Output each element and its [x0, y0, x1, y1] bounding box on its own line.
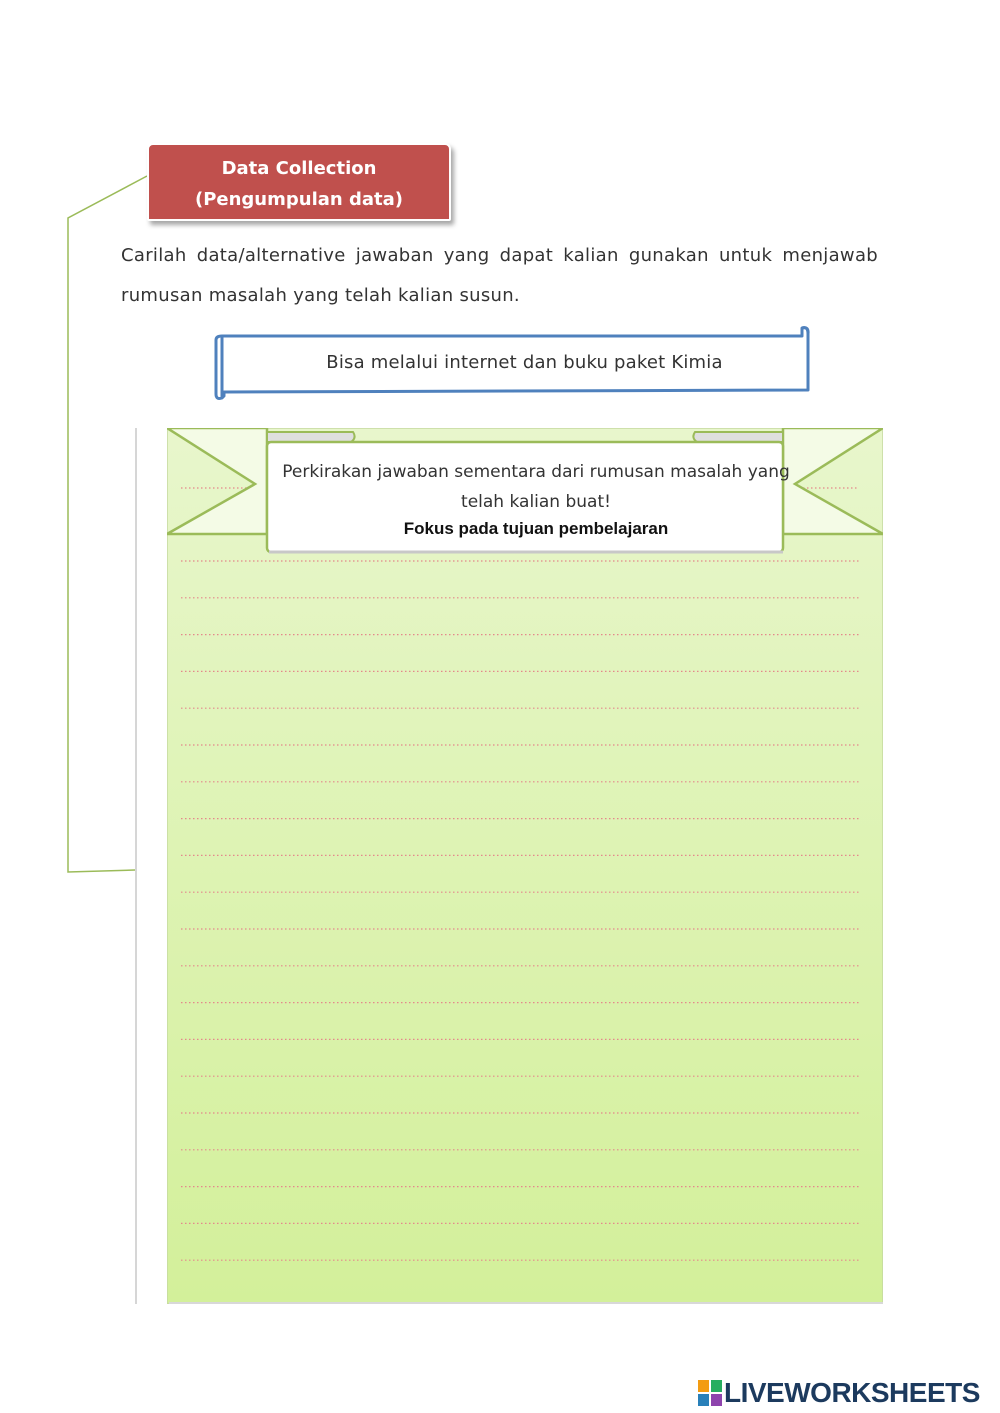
brand-logo[interactable] — [698, 1378, 980, 1408]
answer-area — [167, 428, 883, 1304]
brand-name: LIVEWORKSHEETS — [724, 1377, 980, 1408]
brand-icon — [698, 1380, 722, 1406]
ribbon-fold-right — [693, 432, 783, 442]
banner-prompt: Perkirakan jawaban sementara dari rumusan masalah yang telah kalian buat! — [282, 462, 790, 512]
section-header-title: Data Collection — [221, 158, 377, 179]
ribbon-fold-left — [267, 432, 355, 442]
instruction-text: Carilah data/alternative jawaban yang dapat kalian gunakan untuk menjawab rumusan masalah yang telah kalian susun. — [121, 245, 878, 306]
section-header — [147, 143, 451, 221]
banner-emphasis: Fokus pada tujuan pembelajaran — [403, 519, 669, 538]
section-header-subtitle: (Pengumpulan data) — [194, 189, 403, 210]
hint-text: Bisa melalui internet dan buku paket Kimia — [326, 352, 723, 373]
answer-input[interactable] — [181, 548, 861, 1288]
